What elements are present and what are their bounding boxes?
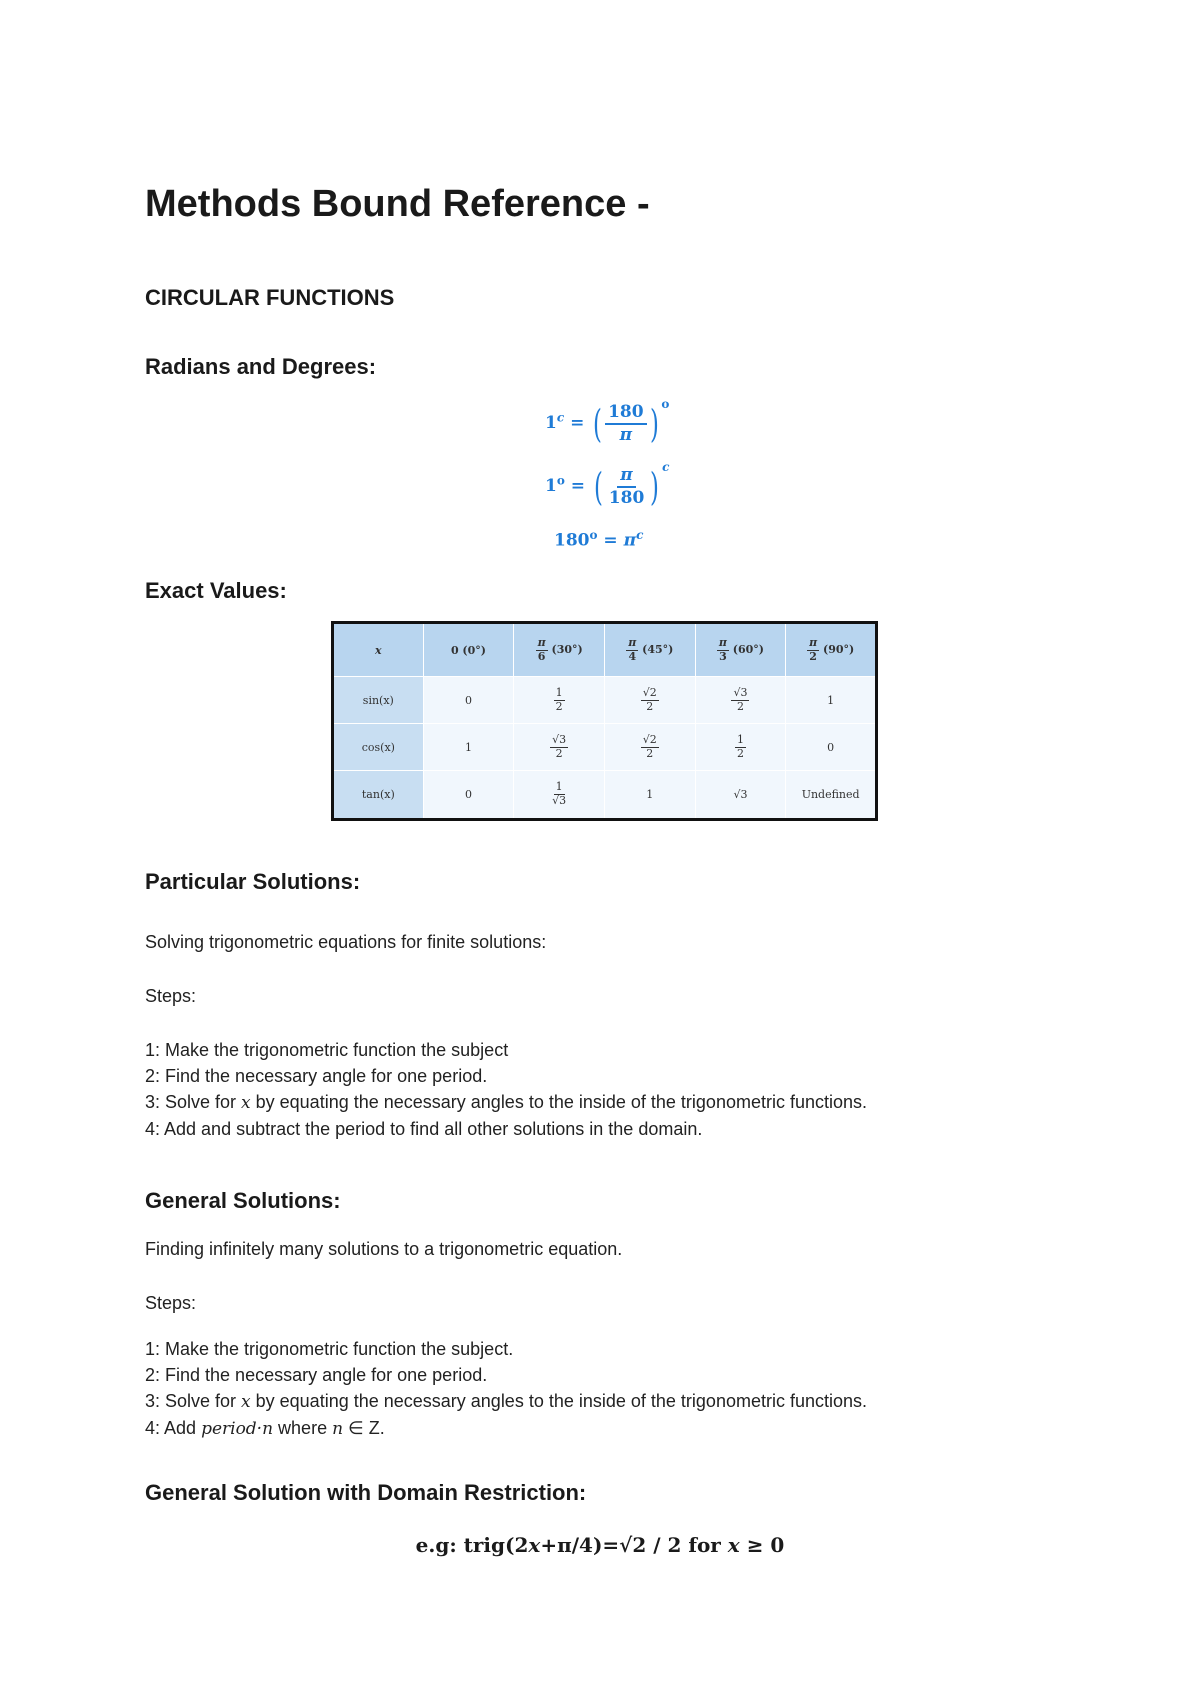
particular-steps-label: Steps: [145,986,197,1006]
heading-domain-restriction: General Solution with Domain Restriction: [145,1480,587,1505]
table-cell: $\frac{1}{√3}$ [514,771,605,820]
exact-values-table [331,621,878,821]
list-item: 4: Add period·n where n ∈ Z. [145,1418,385,1439]
table-row-sin [333,677,877,724]
header-pi-2: $\frac{\pi}{2}$ (90°) [786,623,877,677]
particular-steps-list [145,1037,867,1142]
header-pi-6: $\frac{\pi}{6}$ (30°) [514,623,605,677]
table-cell: 0 [786,724,877,771]
formula-radian-to-degree: $1^c$ = ( $\frac{180}{\pi}$ ) $^o$ [545,396,670,446]
header-x: x [333,623,424,677]
table-cell: Undefined [786,771,877,820]
heading-radians-degrees: Radians and Degrees: [145,354,377,379]
table-cell: 1 [786,677,877,724]
heading-particular-solutions: Particular Solutions: [145,869,361,894]
row-label-cos: cos(x) [333,724,424,771]
list-item: 3: Solve for x by equating the necessary angles to the inside of the trigonometric functions. [145,1391,868,1412]
general-steps-label: Steps: [145,1293,197,1313]
list-item: 1: Make the trigonometric function the subject. [145,1339,514,1359]
heading-general-solutions: General Solutions: [145,1188,341,1213]
general-intro: Finding infinitely many solutions to a trigonometric equation. [145,1239,623,1259]
list-item: 2: Find the necessary angle for one period. [145,1066,488,1086]
header-pi-4: $\frac{\pi}{4}$ (45°) [604,623,695,677]
table-cell: 0 [423,771,514,820]
table-cell: 1 [604,771,695,820]
table-cell: √3 [695,771,786,820]
table-cell: $\frac{√3}{2}$ [695,677,786,724]
table-cell: $\frac{√3}{2}$ [514,724,605,771]
general-steps-list [145,1336,867,1442]
formula-180-equals-pi: $180^o = \pi^c$ [554,528,644,551]
table-cell: 1 [423,724,514,771]
table-cell: $\frac{√2}{2}$ [604,677,695,724]
table-row-cos [333,724,877,771]
row-label-tan: tan(x) [333,771,424,820]
table-cell: 0 [423,677,514,724]
page-title: Methods Bound Reference - [145,183,650,225]
list-item: 2: Find the necessary angle for one period. [145,1365,488,1385]
table-cell: $\frac{1}{2}$ [514,677,605,724]
header-pi-3: $\frac{\pi}{3}$ (60°) [695,623,786,677]
list-item: 1: Make the trigonometric function the subject [145,1040,509,1060]
formula-degree-to-radian: $1^o$ = ( $\frac{\pi}{180}$ ) $^c$ [545,459,670,509]
heading-exact-values: Exact Values: [145,578,287,603]
section-heading-circular-functions: CIRCULAR FUNCTIONS [145,285,395,310]
table-row-tan [333,771,877,820]
particular-intro: Solving trigonometric equations for finite solutions: [145,932,547,952]
table-header-row [333,623,877,677]
list-item: 4: Add and subtract the period to find all other solutions in the domain. [145,1119,703,1139]
list-item: 3: Solve for x by equating the necessary angles to the inside of the trigonometric functions. [145,1092,868,1113]
table-cell: $\frac{√2}{2}$ [604,724,695,771]
row-label-sin: sin(x) [333,677,424,724]
table-cell: $\frac{1}{2}$ [695,724,786,771]
example-equation: e.g: trig(2x+π/4)=√2 / 2 for x ≥ 0 [415,1533,785,1557]
header-0: 0 (0°) [423,623,514,677]
